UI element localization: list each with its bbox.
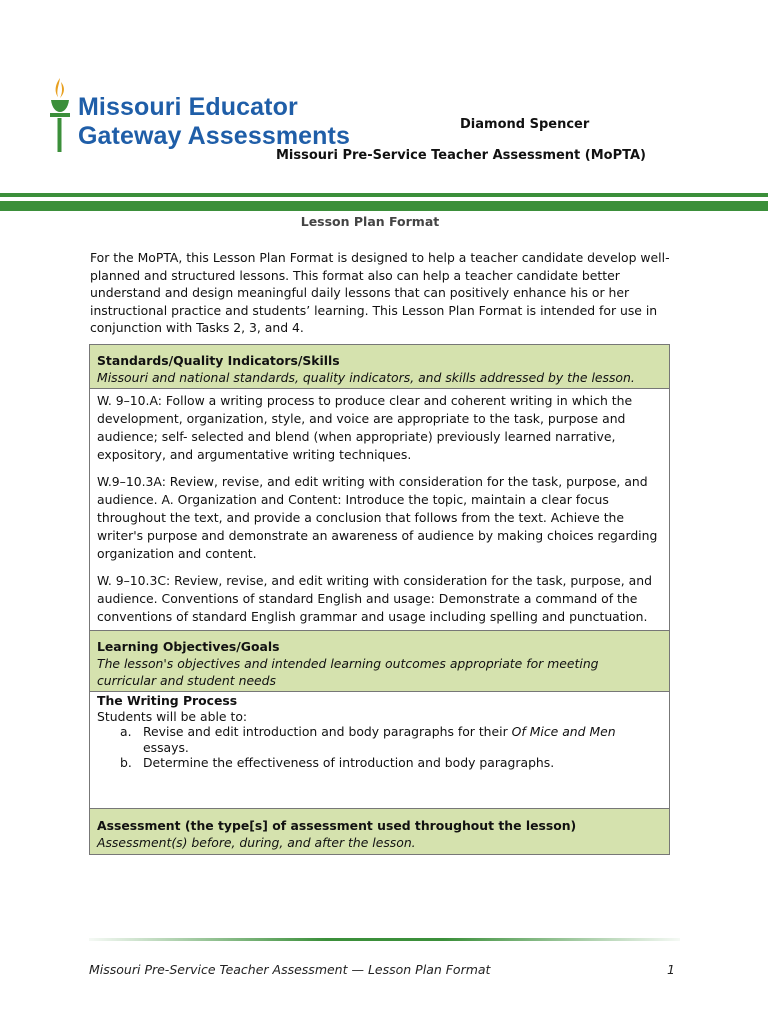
- footer-divider: [89, 938, 680, 941]
- logo-text-line-1: Missouri Educator: [78, 93, 298, 121]
- list-item-text: Determine the effectiveness of introduction and body paragraphs.: [143, 755, 555, 770]
- list-item-text: Revise and edit introduction and body paragraphs for their: [143, 724, 512, 739]
- standard-item: W.9–10.3A: Review, revise, and edit writing with consideration for the task, purpose, and audience. A. Organization and Content: Introduce the topic, maintain a clear focus throughout the text, and provide a conclusion that follows from the text. Achieve the writer's purpose and demonstrate an awareness of audience by making choices regarding organization and content.: [97, 474, 658, 561]
- standards-header: [90, 345, 669, 389]
- assessment-header: [90, 809, 669, 854]
- objectives-list: [97, 724, 661, 771]
- logo-text-line-2: Gateway Assessments: [78, 122, 350, 150]
- standard-item: W. 9–10.3C: Review, revise, and edit writing with consideration for the task, purpose, and audience. Conventions of standard English and usage: Demonstrate a command of the conventions of standard English grammar and usage including spelling and punctuation.: [97, 573, 652, 624]
- list-marker: b.: [120, 755, 132, 770]
- assessment-subtitle: Assessment(s) before, during, and after the lesson.: [97, 835, 416, 850]
- page-number: 1: [667, 962, 675, 977]
- objectives-subtitle: The lesson's objectives and intended learning outcomes appropriate for meeting curricular and student needs: [97, 656, 599, 688]
- intro-paragraph: For the MoPTA, this Lesson Plan Format is designed to help a teacher candidate develop well-planned and structured lessons. This format also can help a teacher candidate better understand and design meaningful daily lessons that can positively enhance his or her instructional practice and students’ learning. This Lesson Plan Format is intended for use in conjunction with Tasks 2, 3, and 4.: [90, 250, 670, 336]
- standards-title: Standards/Quality Indicators/Skills: [97, 353, 340, 368]
- standard-item: W. 9–10.A: Follow a writing process to produce clear and coherent writing in which the development, organization, style, and voice are appropriate to the task, purpose and audience; self- selected and blend (when appropriate) previously learned narrative, expository, and argumentative writing techniques.: [97, 393, 633, 462]
- torch-icon: [46, 76, 76, 156]
- standards-subtitle: Missouri and national standards, quality indicators, and skills addressed by the lesson.: [97, 370, 635, 385]
- objectives-body-title: The Writing Process: [97, 693, 238, 708]
- lesson-plan-table: [89, 344, 670, 855]
- author-name: Diamond Spencer: [460, 117, 590, 132]
- objectives-lead: Students will be able to:: [97, 708, 248, 724]
- objectives-title: Learning Objectives/Goals: [97, 639, 280, 654]
- assessment-title: Assessment (the type[s] of assessment used throughout the lesson): [97, 818, 577, 833]
- list-item-tail: essays.: [143, 739, 189, 755]
- book-title: Of Mice and Men: [511, 724, 616, 739]
- standards-body: [90, 389, 669, 630]
- list-item: [120, 755, 661, 771]
- list-marker: a.: [120, 724, 132, 739]
- logo: [46, 76, 376, 156]
- list-item: [120, 724, 661, 755]
- document-header-title: Missouri Pre-Service Teacher Assessment (MoPTA): [276, 148, 646, 163]
- objectives-body: [90, 692, 669, 809]
- format-title: Lesson Plan Format: [300, 214, 440, 229]
- header-divider-thin: [0, 193, 768, 197]
- header-divider-thick: [0, 201, 768, 211]
- footer-text: Missouri Pre-Service Teacher Assessment — Lesson Plan Format: [89, 962, 491, 977]
- objectives-header: [90, 630, 669, 692]
